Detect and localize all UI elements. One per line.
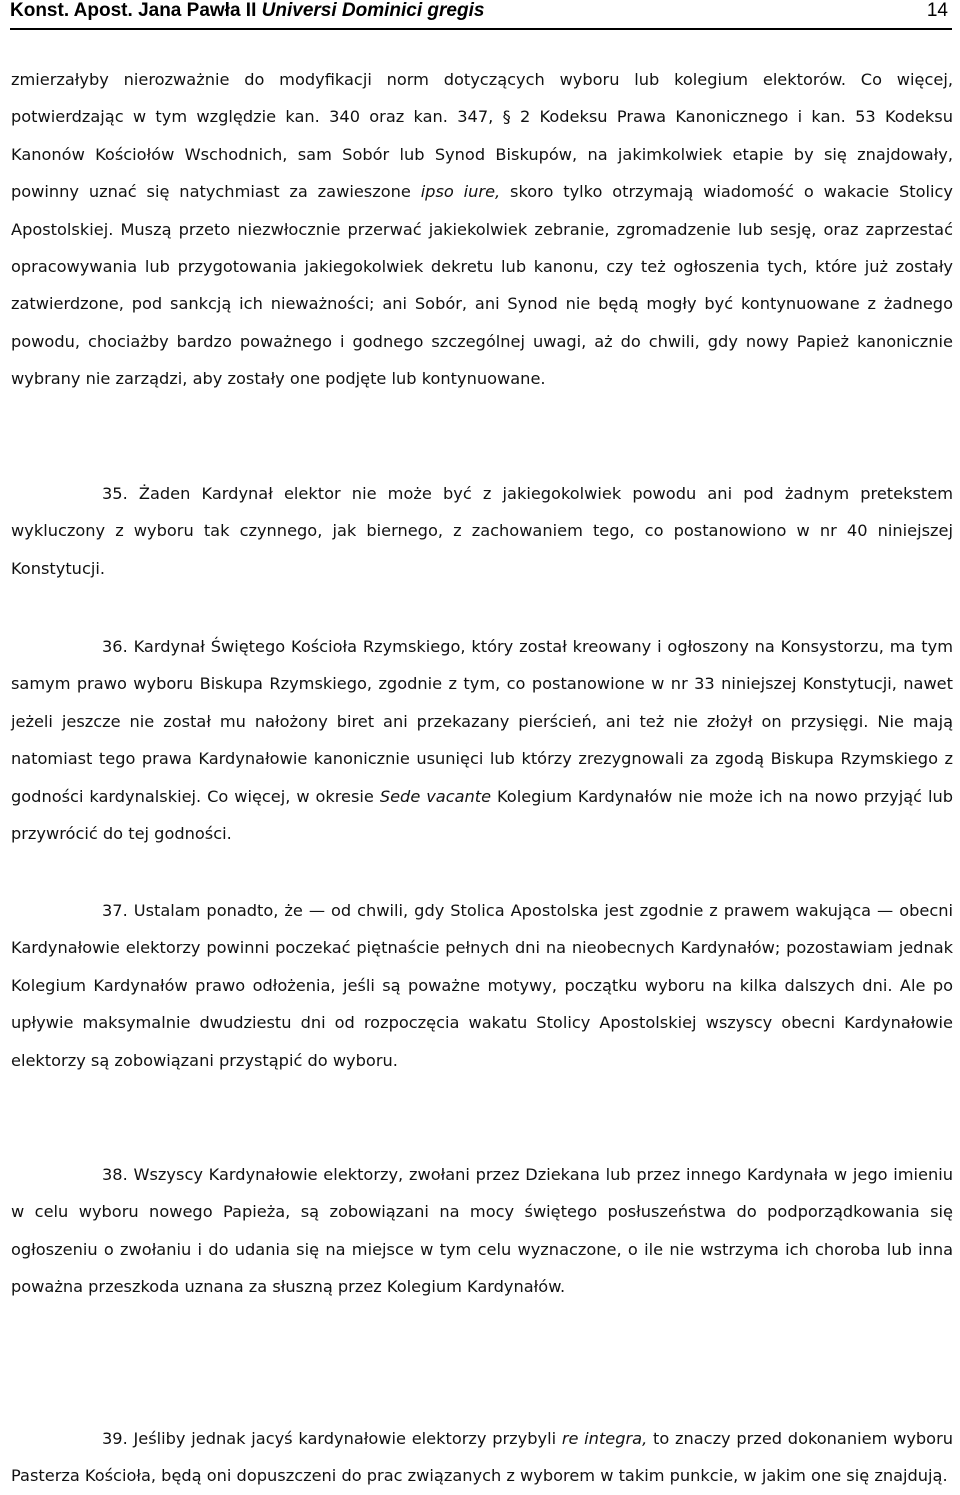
paragraph-text: 38. Wszyscy Kardynałowie elektorzy, zwołani przez Dziekana lub przez innego Kardynała w jego imieniu w celu wyboru nowego Papieża, są zobowiązani na mocy świętego posłuszeństwa do podporządkowania się ogłoszeniu o zwołaniu i do udania się na miejsce w tym celu wyznaczone, o ile nie wstrzyma ich choroba lub inna poważna przeszkoda uznana za słuszną przez Kolegium Kardynałów.: [11, 1165, 953, 1297]
paragraph-37: [11, 892, 953, 1079]
paragraph-text: Kolegium Kardynałów nie może ich na nowo przyjąć lub przywrócić do tej godności.: [11, 786, 953, 844]
running-header: [10, 0, 952, 30]
latin-phrase: ipso iure,: [420, 182, 501, 202]
paragraph-text: skoro tylko otrzymają wiadomość o wakacie Stolicy Apostolskiej. Muszą przeto niezwłocznie przerwać jakiekolwiek zebranie, zgromadzenie lub sesję, oraz zaprzestać opracowywania lub przygotowania jakiegokolwiek dekretu lub kanonu, czy też ogłoszenia tych, które już zostały zatwierdzone, pod sankcją ich nieważności; ani Sobór, ani Synod nie będą mogły być kontynuowane z żadnego powodu, chociażby bardzo poważnego i godnego szczególnej uwagi, aż do chwili, gdy nowy Papież kanonicznie wybrany nie zarządzi, aby zostały one podjęte lub kontynuowane.: [11, 182, 953, 389]
header-title: [10, 0, 484, 22]
header-title-italic: Universi Dominici gregis: [261, 0, 485, 21]
paragraph-text: 39. Jeśliby jednak jacyś kardynałowie elektorzy przybyli: [102, 1429, 562, 1448]
paragraph-text: zmierzałyby nierozważnie do modyfikacji norm dotyczących wyboru lub kolegium elektorów. Co więcej, potwierdzając w tym względzie kan. 340 oraz kan. 347, § 2 Kodeksu Prawa Kanonicznego i kan. 53 Kodeksu Kanonów Kościołów Wschodnich, sam Sobór lub Synod Biskupów, na jakimkolwiek etapie by się znajdowały, powinny uznać się natychmiast za zawieszone: [11, 70, 953, 202]
paragraph-text: 35. Żaden Kardynał elektor nie może być z jakiegokolwiek powodu ani pod żadnym pretekstem wykluczony z wyboru tak czynnego, jak biernego, z zachowaniem tego, co postanowiono w nr 40 niniejszej Konstytucji.: [11, 484, 953, 578]
paragraph-39: [11, 1420, 953, 1495]
paragraph-text: 37. Ustalam ponadto, że — od chwili, gdy Stolica Apostolska jest zgodnie z prawem wakująca — obecni Kardynałowie elektorzy powinni poczekać piętnaście pełnych dni na nieobecnych Kardynałów; pozostawiam jednak Kolegium Kardynałów prawo odłożenia, jeśli są poważne motywy, początku wyboru na kilka dalszych dni. Ale po upływie maksymalnie dwudziestu dni od rozpoczęcia wakatu Stolicy Apostolskiej wszyscy obecni Kardynałowie elektorzy są zobowiązani przystąpić do wyboru.: [11, 901, 953, 1070]
paragraph-text: 36. Kardynał Świętego Kościoła Rzymskiego, który został kreowany i ogłoszony na Konsystorzu, ma tym samym prawo wyboru Biskupa Rzymskiego, zgodnie z tym, co postanowione w nr 33 niniejszej Konstytucji, nawet jeżeli jeszcze nie został mu nałożony biret ani przekazany pierścień, ani też nie złożył on przysięgi. Nie mają natomiast tego prawa Kardynałowie kanonicznie usunięci lub którzy zrezygnowali za zgodą Biskupa Rzymskiego z godności kardynalskiej. Co więcej, w okresie: [11, 637, 953, 806]
paragraph-36: [11, 628, 953, 852]
paragraph-35: [11, 475, 953, 587]
paragraph-38: [11, 1156, 953, 1306]
header-title-prefix: Konst. Apost. Jana Pawła II: [10, 0, 262, 21]
paragraph-continuation: [11, 61, 953, 398]
latin-phrase: re integra,: [561, 1429, 648, 1448]
paragraph-text: to znaczy przed dokonaniem wyboru Pasterza Kościoła, będą oni dopuszczeni do prac związanych z wyborem w takim punkcie, w jakim one się znajdują.: [11, 1429, 953, 1486]
page-number: 14: [926, 0, 948, 21]
latin-phrase: Sede vacante: [379, 786, 492, 806]
